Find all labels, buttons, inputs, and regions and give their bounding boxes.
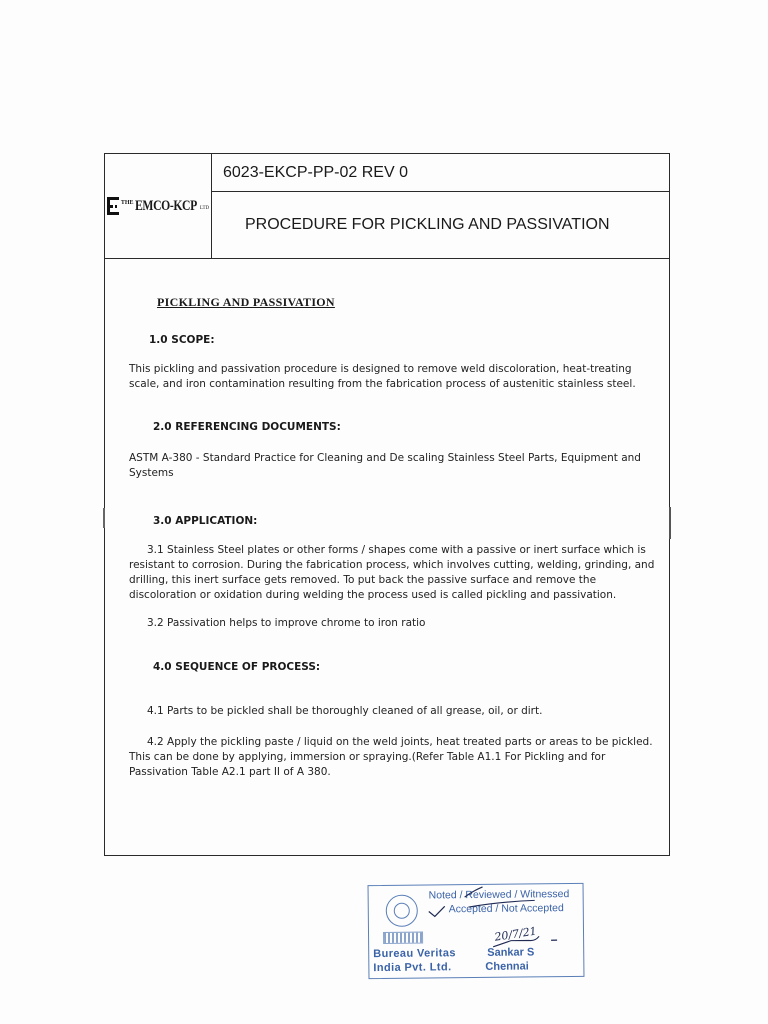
- logo-ltd: LTD: [199, 206, 210, 211]
- stamp-org-line2: India Pvt. Ltd.: [373, 961, 452, 975]
- referencing-heading: 2.0 REFERENCING DOCUMENTS:: [153, 421, 341, 433]
- stamp-line-noted: Noted / Reviewed / Witnessed: [428, 888, 570, 902]
- section-main-title: PICKLING AND PASSIVATION: [157, 295, 335, 309]
- referencing-text: ASTM A-380 - Standard Practice for Cleaning and De scaling Stainless Steel Parts, Equipment and Systems: [129, 452, 641, 479]
- document-frame: [104, 153, 670, 856]
- sequence-heading: 4.0 SEQUENCE OF PROCESS:: [153, 661, 321, 673]
- application-3-2: 3.2 Passivation helps to improve chrome to iron ratio: [147, 617, 426, 629]
- sequence-4-2: 4.2 Apply the pickling paste / liquid on the weld joints, heat treated parts or areas to be pickled. This can be done by applying, immersion or spraying.(Refer Table A1.1 For Pickling and for Passivation Table A2.1 part II of A 380.: [129, 736, 653, 778]
- document-title: PROCEDURE FOR PICKLING AND PASSIVATION: [245, 215, 610, 233]
- scope-text: This pickling and passivation procedure is designed to remove weld discoloration, heat-treating scale, and iron contamination resulting from the fabrication process of austenitic stainless steel.: [129, 363, 636, 390]
- application-3-1: 3.1 Stainless Steel plates or other forms / shapes come with a passive or inert surface which is resistant to corrosion. During the fabrication process, which involves cutting, welding, grinding, and drilling, this inert surface gets removed. To put back the passive surface and remove the discoloration or oxidation during welding the process used is called pickling and passivation.: [129, 544, 655, 601]
- handwritten-signature: [369, 884, 586, 980]
- logo-mark-icon: [107, 197, 119, 215]
- logo-cell: [105, 154, 212, 258]
- scan-mark: [103, 508, 105, 528]
- application-heading: 3.0 APPLICATION:: [153, 515, 258, 527]
- stamp-org-line1: Bureau Veritas: [373, 947, 456, 961]
- document-body: [105, 258, 669, 855]
- stamp-line-accepted: Accepted / Not Accepted: [448, 902, 564, 916]
- scan-mark: [669, 507, 671, 539]
- approval-stamp: [368, 883, 585, 979]
- company-logo: [107, 197, 209, 215]
- svg-text:20/7/21: 20/7/21: [493, 924, 538, 944]
- stamp-city: Chennai: [485, 960, 529, 973]
- document-header: [105, 154, 669, 259]
- document-number: 6023-EKCP-PP-02 REV 0: [211, 154, 669, 192]
- scope-heading: 1.0 SCOPE:: [149, 334, 215, 346]
- stamp-inspector-name: Sankar S: [487, 946, 535, 959]
- sequence-4-1: 4.1 Parts to be pickled shall be thoroughly cleaned of all grease, oil, or dirt.: [147, 705, 543, 717]
- logo-name: EMCO-KCP: [134, 197, 197, 214]
- logo-the: THE: [120, 200, 134, 206]
